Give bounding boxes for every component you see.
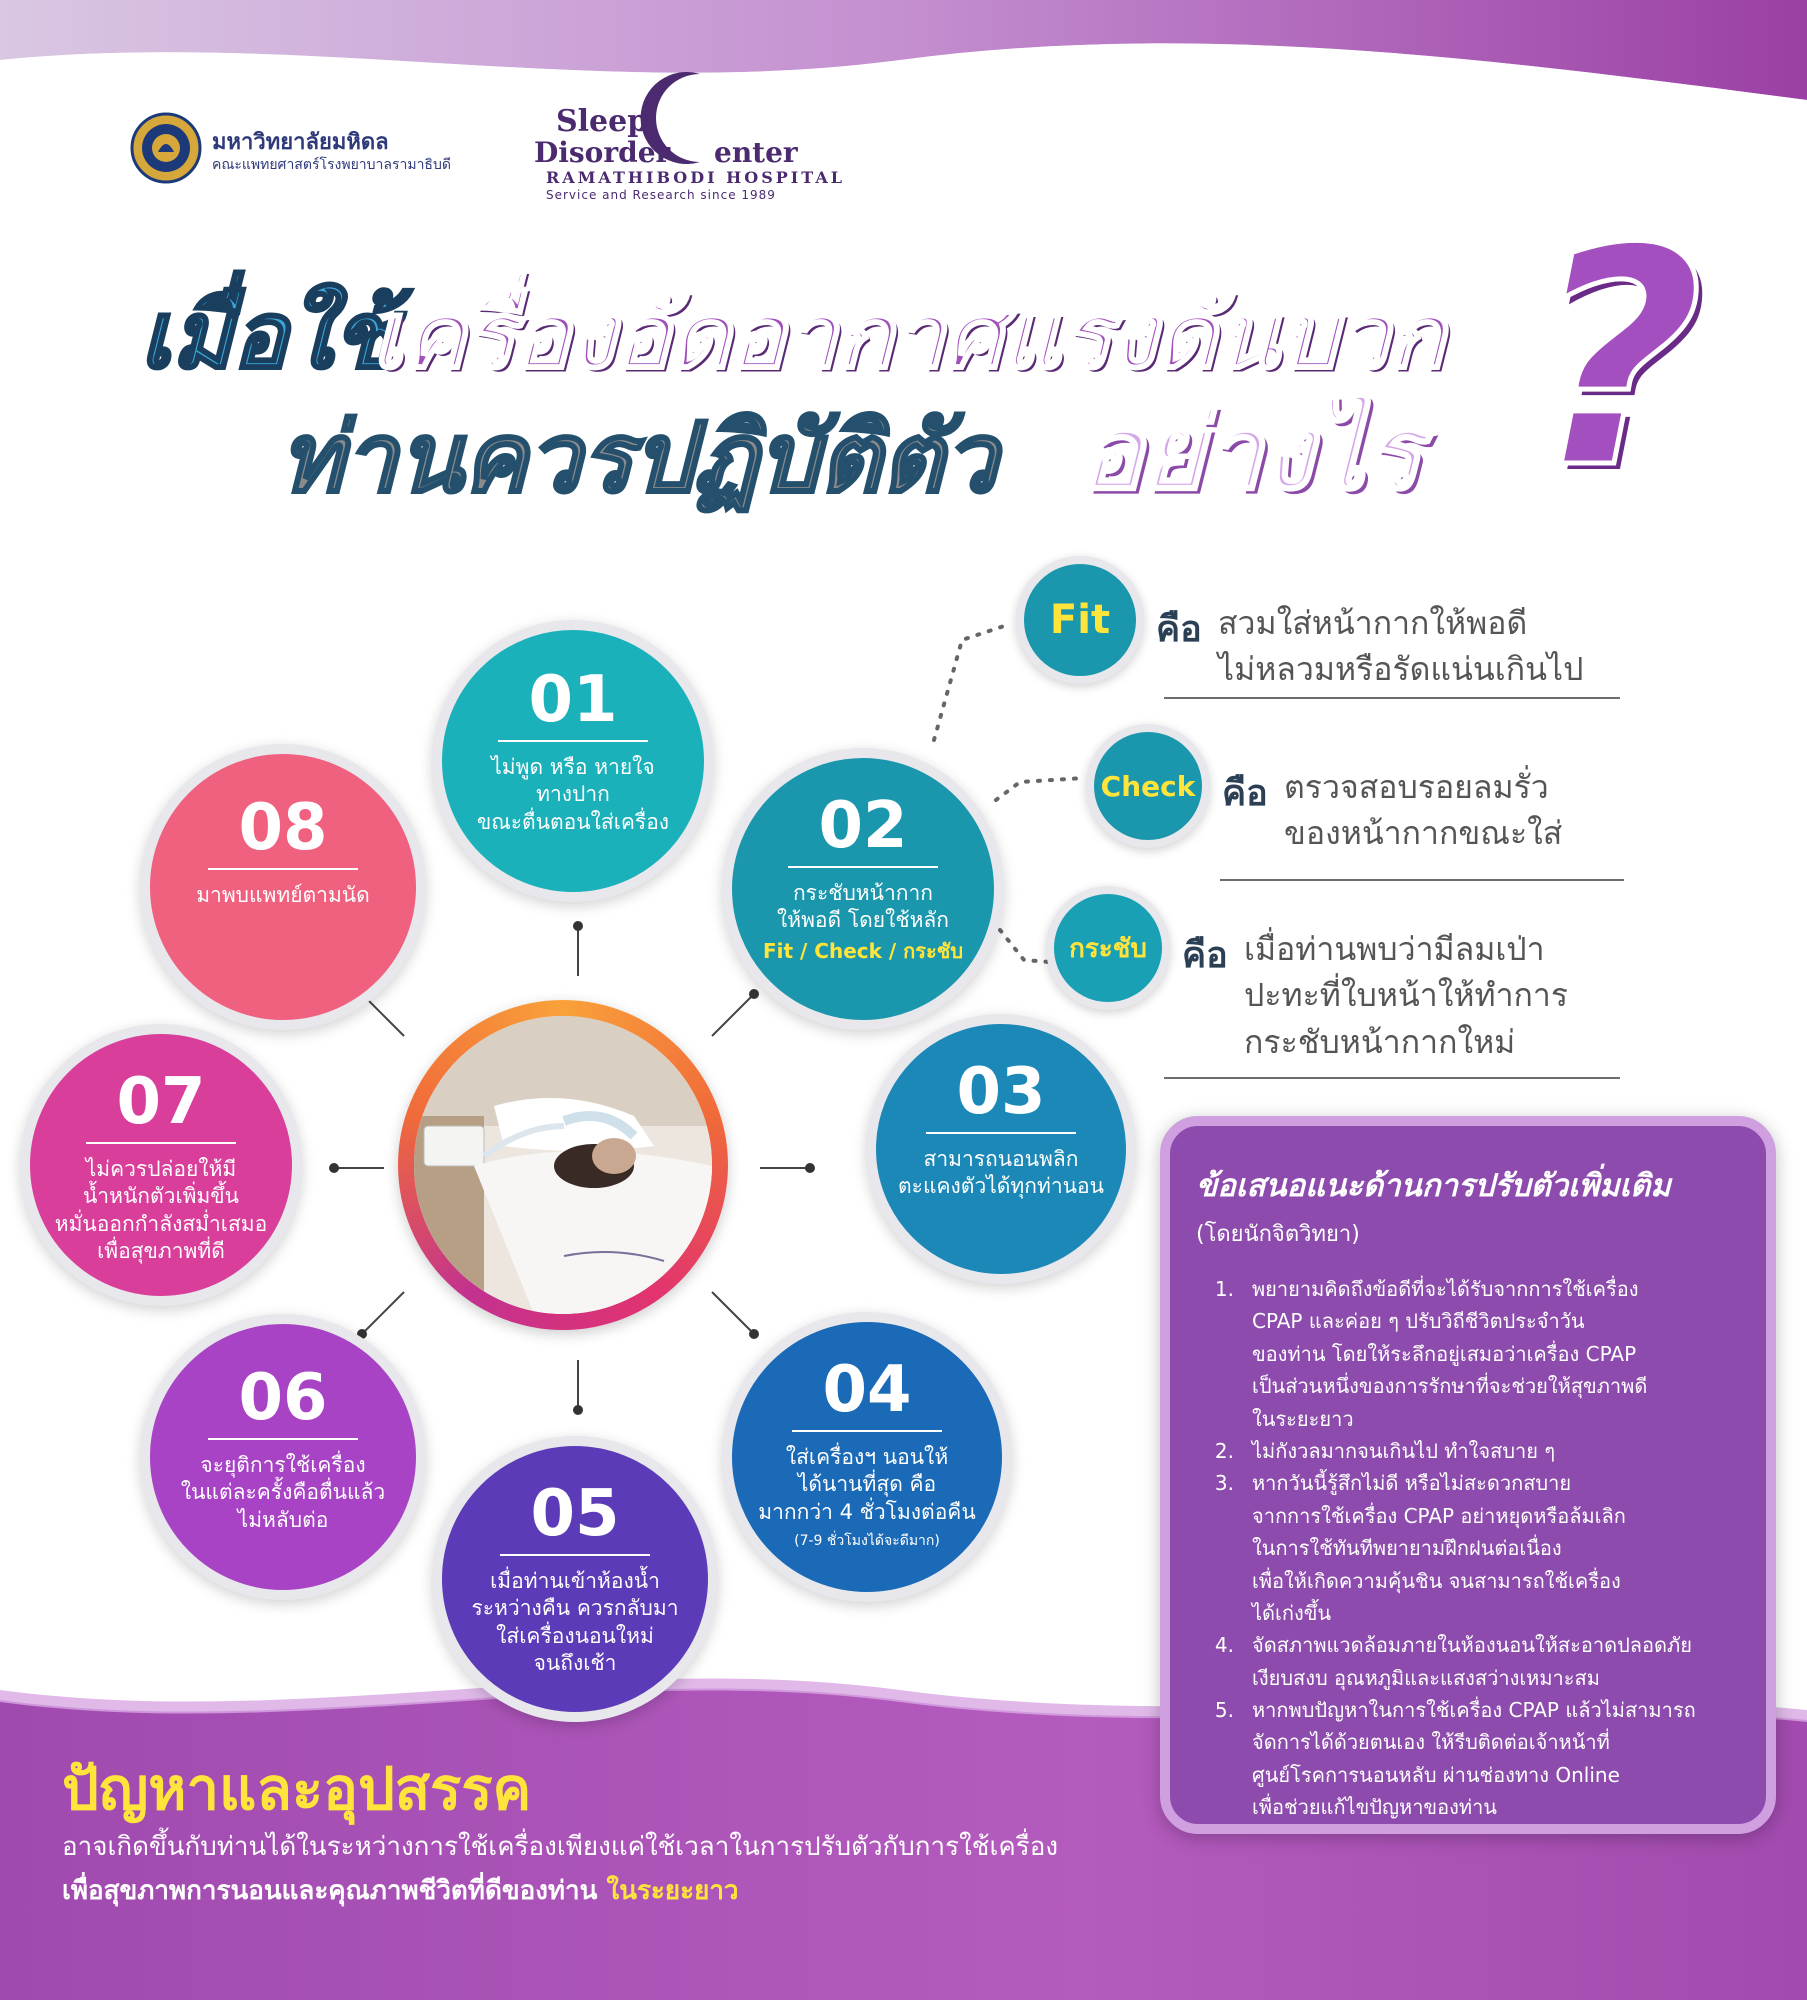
title-line1-prefix: เมื่อใช้ [140,282,395,389]
step-text: ไม่พูด หรือ หายใจ ทางปาก ขณะตื่นตอนใส่เครื่อง [476,755,670,834]
step-text: ใส่เครื่องฯ นอนให้ ได้นานที่สุด คือ มากกว่า 4 ชั่วโมงต่อคืน [758,1445,976,1524]
logo-disorder-text: Disorder [534,136,671,169]
advice-title: ข้อเสนอแนะด้านการปรับตัวเพิ่มเติม [1196,1168,1671,1204]
problems-line2-highlight: ในระยะยาว [606,1876,739,1906]
center-photo-frame [398,1000,728,1330]
advice-subtitle: (โดยนักจิตวิทยา) [1196,1222,1360,1247]
advice-item-text: หากวันนี้รู้สึกไม่ดี หรือไม่สะดวกสบาย จากการใช้เครื่อง CPAP อย่าหยุดหรือล้มเลิก ในการใช้ทันทีพยายามฝึกฝนต่อเนื่อง เพื่อให้เกิดความคุ้นชิน จนสามารถใช้เครื่อง ได้เก่งขึ้น [1252,1471,1626,1625]
step-note: (7-9 ชั่วโมงได้จะดีมาก) [794,1532,940,1549]
advice-item-number: 4. [1214,1633,1234,1658]
advice-item [1196,1435,1740,1467]
step-divider [792,1430,942,1432]
advice-item-text: ไม่กังวลมากจนเกินไป ทำใจสบาย ๆ [1252,1438,1556,1463]
advice-item-text: พยายามคิดถึงข้อดีที่จะได้รับจากการใช้เครื่อง CPAP และค่อย ๆ ปรับวิถีชีวิตประจำวัน ของท่าน โดยให้ระลึกอยู่เสมอว่าเครื่อง CPAP เป็นส่วนหนึ่งของการรักษาที่จะช่วยให้สุขภาพดี ในระยะยาว [1252,1277,1648,1431]
key-check-description: ตรวจสอบรอยลมรั่ว ของหน้ากากขณะใส่ [1284,768,1563,853]
key-fit-description: สวมใส่หน้ากากให้พอดี ไม่หลวมหรือรัดแน่นเกินไป [1218,604,1584,689]
step-circle-04 [722,1312,1012,1602]
problems-line2-text: เพื่อสุขภาพการนอนและคุณภาพชีวิตที่ดีของท่าน [62,1876,598,1906]
key-krachap-badge: กระชับ [1046,886,1170,1010]
step-divider [788,866,938,868]
logo-tagline-text: Service and Research since 1989 [546,188,776,202]
logo-sleep-text: Sleep [556,104,649,139]
step-number: 04 [822,1353,912,1427]
advice-item-number: 3. [1214,1471,1234,1496]
step-text: เมื่อท่านเข้าห้องน้ำ ระหว่างคืน ควรกลับมา ใส่เครื่องนอนใหม่ จนถึงเช้า [471,1569,679,1675]
key-check-label: คือ [1222,773,1268,814]
step-number: 02 [818,789,908,863]
faculty-name: คณะแพทยศาสตร์โรงพยาบาลรามาธิบดี [212,157,451,173]
advice-item [1196,1694,1740,1824]
title-line2-prefix: ท่านควรปฏิบัติตัว [280,402,998,514]
logo-hospital-text: RAMATHIBODI HOSPITAL [546,168,845,187]
problems-line1: อาจเกิดขึ้นกับท่านได้ในระหว่างการใช้เครื่องเพียงแค่ใช้เวลาในการปรับตัวกับการใช้เครื่อง [62,1832,1059,1862]
advice-item-text: หากพบปัญหาในการใช้เครื่อง CPAP แล้วไม่สามารถ จัดการได้ด้วยตนเอง ให้รีบติดต่อเจ้าหน้าที่ ศูนย์โรคการนอนหลับ ผ่านช่องทาง Online เพื่อช่วยแก้ไขปัญหาของท่าน [1252,1698,1696,1820]
step-circle-07 [20,1024,302,1306]
step-text: สามารถนอนพลิก ตะแคงตัวได้ทุกท่านอน [898,1147,1104,1199]
logo-center-text: enter [714,136,798,169]
step-number: 05 [530,1477,620,1551]
step-number: 03 [956,1055,1046,1129]
key-fit-label: คือ [1156,609,1202,650]
advice-item [1196,1629,1740,1694]
step-circle-01 [432,620,714,902]
step-divider [500,1554,650,1556]
key-check-badge: Check [1086,724,1210,848]
step-highlight: Fit / Check / กระชับ [762,938,964,963]
advice-item-number: 2. [1214,1438,1234,1463]
advice-item-number: 1. [1214,1277,1234,1301]
step-circle-03 [866,1014,1136,1284]
step-circle-08 [140,744,426,1030]
problems-line2 [62,1870,739,1911]
advice-list [1196,1273,1740,1824]
psychologist-advice-box [1160,1116,1776,1834]
key-krachap-label: คือ [1182,935,1228,976]
step-text: ไม่ควรปล่อยให้มี น้ำหนักตัวเพิ่มขึ้น หมั่นออกกำลังสม่ำเสมอ เพื่อสุขภาพที่ดี [54,1157,268,1263]
step-circle-06 [140,1314,426,1600]
step-number: 07 [116,1065,206,1139]
step-divider [926,1132,1076,1134]
step-number: 01 [528,663,618,737]
advice-item [1196,1273,1740,1435]
key-fit-badge: Fit [1016,556,1144,684]
step-divider [498,740,648,742]
advice-item-number: 5. [1214,1698,1234,1723]
cpap-sleeping-photo [414,1016,712,1314]
step-number: 08 [238,791,328,865]
step-circle-02 [722,748,1004,1030]
key-krachap-description: เมื่อท่านพบว่ามีลมเป่า ปะทะที่ใบหน้าให้ทำการ กระชับหน้ากากใหม่ [1244,930,1569,1061]
question-mark-graphic: ? [1530,185,1705,534]
step-number: 06 [238,1361,328,1435]
step-divider [208,1438,358,1440]
step-text: มาพบแพทย์ตามนัด [196,883,370,907]
advice-item [1196,1467,1740,1629]
advice-item-text: จัดสภาพแวดล้อมภายในห้องนอนให้สะอาดปลอดภัย เงียบสงบ อุณหภูมิและแสงสว่างเหมาะสม [1252,1633,1692,1690]
university-name: มหาวิทยาลัยมหิดล [212,130,389,155]
title-line1-highlight: เครื่องอัดอากาศแรงดันบวก [372,282,1445,389]
title-line2-highlight: อย่างไร [1080,391,1421,513]
step-circle-05 [432,1436,718,1722]
step-text: จะยุติการใช้เครื่อง ในแต่ละครั้งคือตื่นแล้ว ไม่หลับต่อ [180,1453,386,1532]
step-divider [86,1142,236,1144]
problems-title: ปัญหาและอุปสรรค [62,1755,532,1823]
step-text: กระชับหน้ากาก ให้พอดี โดยใช้หลัก [776,881,950,933]
step-divider [208,868,358,870]
